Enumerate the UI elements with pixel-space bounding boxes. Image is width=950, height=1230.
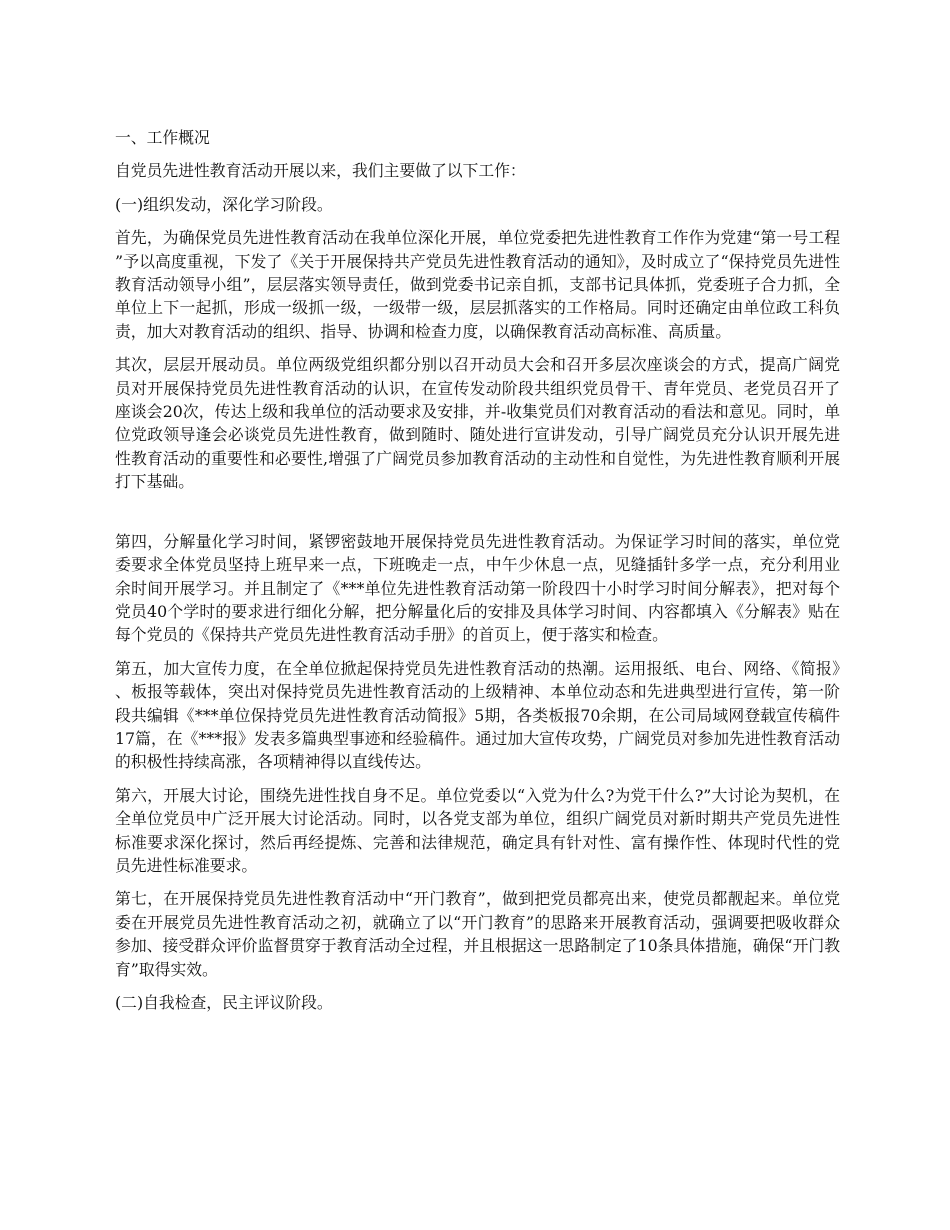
document-body <box>115 126 840 1024</box>
paragraph-first: 首先，为确保党员先进性教育活动在我单位深化开展，单位党委把先进性教育工作作为党建“第一号工程”予以高度重视，下发了《关于开展保持共产党员先进性教育活动的通知》，及时成立了“保持党员先进性教育活动领导小组”，层层落实领导责任，做到党委书记亲自抓，支部书记具体抓，党委班子合力抓，全单位上下一起抓，形成一级抓一级，一级带一级，层层抓落实的工作格局。同时还确定由单位政工科负责，加大对教育活动的组织、指导、协调和检查力度，以确保教育活动高标准、高质量。 <box>115 228 840 341</box>
subsection-title-1: (一)组织发动，深化学习阶段。 <box>115 194 333 214</box>
paragraph-gap <box>115 504 840 530</box>
paragraph-sixth: 第六，开展大讨论，围绕先进性找自身不足。单位党委以“入党为什么?为党干什么?”大讨论为契机，在全单位党员中广泛开展大讨论活动。同时，以各党支部为单位，组织广阔党员对新时期共产党员先进性标准要求深化探讨，然后再经提炼、完善和法律规范，确定具有针对性、富有操作性、体现时代性的党员先进性标准要求。 <box>115 785 840 875</box>
intro-paragraph: 自党员先进性教育活动开展以来，我们主要做了以下工作： <box>115 161 526 181</box>
paragraph-fourth: 第四，分解量化学习时间，紧锣密鼓地开展保持党员先进性教育活动。为保证学习时间的落实，单位党委要求全体党员坚持上班早来一点，下班晚走一点，中午少休息一点，见缝插针多学一点，充分利用业余时间开展学习。并且制定了《***单位先进性教育活动第一阶段四十小时学习时间分解表》，把对每个党员40个学时的要求进行细化分解，把分解量化后的安排及具体学习时间、内容都填入《分解表》贴在每个党员的《保持共产党员先进性教育活动手册》的首页上，便于落实和检查。 <box>115 531 840 645</box>
paragraph-second: 其次，层层开展动员。单位两级党组织都分别以召开动员大会和召开多层次座谈会的方式，提高广阔党员对开展保持党员先进性教育活动的认识，在宣传发动阶段共组织党员骨干、青年党员、老党员召开了座谈会20次，传达上级和我单位的活动要求及安排，并-收集党员们对教育活动的看法和意见。同时，单位党政领导逢会必谈党员先进性教育，做到随时、随处进行宣讲发动，引导广阔党员充分认识开展先进性教育活动的重要性和必要性,增强了广阔党员参加教育活动的主动性和自觉性，为先进性教育顺利开展打下基础。 <box>115 355 840 492</box>
section-heading: 一、工作概况 <box>115 128 210 147</box>
subsection-title-2: (二)自我检查，民主评议阶段。 <box>115 993 333 1012</box>
paragraph-seventh: 第七，在开展保持党员先进性教育活动中“开门教育”，做到把党员都亮出来，使党员都靓起来。单位党委在开展党员先进性教育活动之初，就确立了以“开门教育”的思路来开展教育活动，强调要把吸收群众参加、接受群众评价监督贯穿于教育活动全过程，并且根据这一思路制定了10条具体措施，确保“开门教育”取得实效。 <box>115 889 840 979</box>
paragraph-fifth: 第五，加大宣传力度，在全单位掀起保持党员先进性教育活动的热潮。运用报纸、电台、网络、《简报》、板报等载体，突出对保持党员先进性教育活动的上级精神、本单位动态和先进典型进行宣传，第一阶段共编辑《***单位保持党员先进性教育活动简报》5期，各类板报70余期，在公司局域网登载宣传稿件17篇，在《***报》发表多篇典型事迹和经验稿件。通过加大宣传攻势，广阔党员对参加先进性教育活动的积极性持续高涨，各项精神得以直线传达。 <box>115 658 840 772</box>
